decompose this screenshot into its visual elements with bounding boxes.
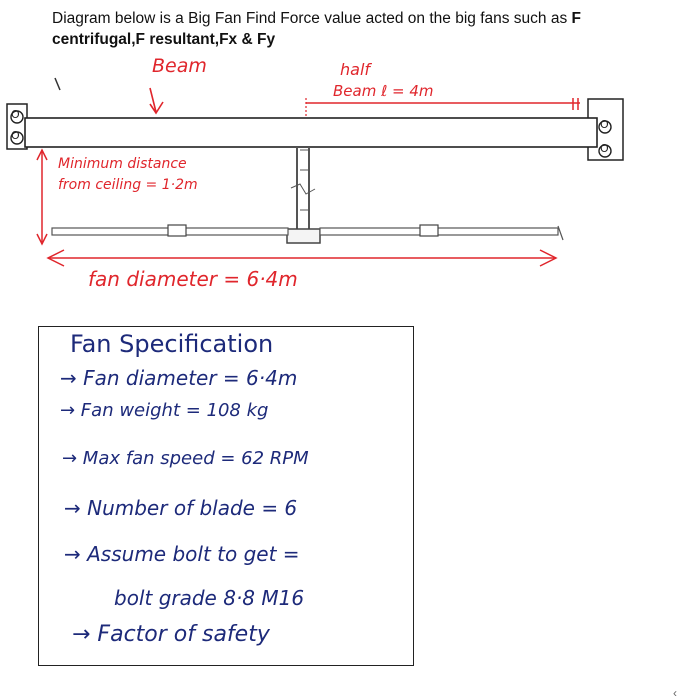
half-beam-value: Beam ℓ = 4m xyxy=(333,82,434,100)
support-letter: O xyxy=(11,108,20,121)
spec-line-blades: → Number of blade = 6 xyxy=(64,496,298,520)
spec-title: Fan Specification xyxy=(70,330,274,358)
min-distance-line2: from ceiling = 1·2m xyxy=(58,177,198,193)
half-label: half xyxy=(340,60,371,79)
spec-line-bolt-grade: bolt grade 8·8 M16 xyxy=(114,586,305,610)
question-intro: Diagram below is a Big Fan Find Force value acted on the big fans such as xyxy=(52,10,572,27)
chevron-left-icon: ‹ xyxy=(673,686,677,700)
beam-arrow xyxy=(150,88,163,113)
spec-line-bolt: → Assume bolt to get = xyxy=(64,542,300,566)
support-letter: O xyxy=(600,142,609,155)
support-letter: O xyxy=(11,129,20,142)
spec-line-weight: → Fan weight = 108 kg xyxy=(60,400,269,421)
beam xyxy=(25,118,597,147)
question-forces: F centrifugal,F resultant,Fx & Fy xyxy=(52,10,581,48)
spec-line-diameter: → Fan diameter = 6·4m xyxy=(60,366,298,390)
fan-diameter-label: fan diameter = 6·4m xyxy=(88,267,298,291)
stray-tick xyxy=(55,78,60,90)
right-blade xyxy=(320,228,558,235)
spec-line-speed: → Max fan speed = 62 RPM xyxy=(62,448,309,469)
min-distance-line1: Minimum distance xyxy=(58,156,187,172)
fan-hub xyxy=(287,229,320,243)
beam-label: Beam xyxy=(152,55,207,77)
spec-line-safety: → Factor of safety xyxy=(72,622,270,647)
left-blade-clamp xyxy=(168,225,186,236)
support-letter: O xyxy=(600,118,609,131)
right-blade-clamp xyxy=(420,225,438,236)
